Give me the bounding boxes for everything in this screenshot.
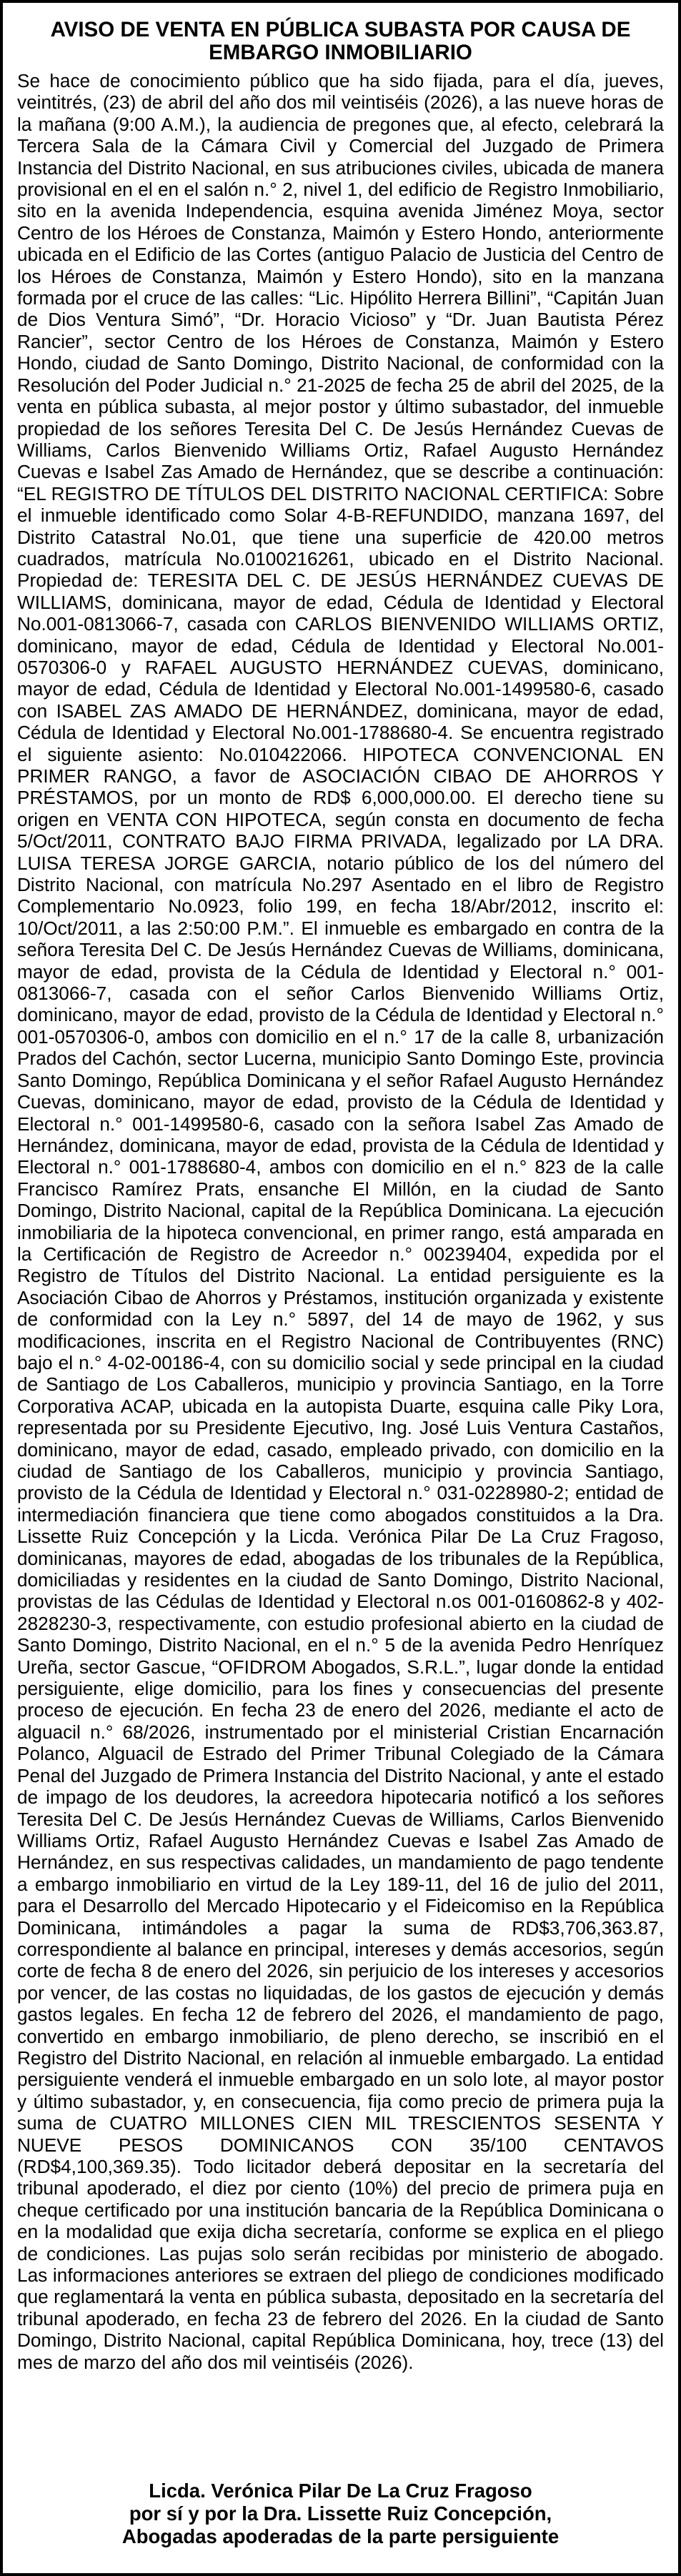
signature-block [24, 2480, 657, 2548]
signature-line-3: Abogadas apoderadas de la parte persiguiente [121, 2525, 560, 2547]
notice-title-line-1: AVISO DE VENTA EN PÚBLICA SUBASTA POR CAUSA DE [50, 18, 631, 41]
signature-line-2: por sí y por la Dra. Lissette Ruiz Concepción, [129, 2502, 552, 2525]
notice-body: Se hace de conocimiento público que ha sido fijada, para el día, jueves, veintitrés, (23) de abril del año dos mil veintiséis (2026), a las nueve horas de la mañana (9:00 A.M.), la audiencia de pregones que, al efecto, celebrará la Tercera Sala de la Cámara Civil y Comercial del Juzgado de Primera Instancia del Distrito Nacional, en sus atribuciones civiles, ubicada de manera provisional en el en el salón n.° 2, nivel 1, del edificio de Registro Inmobiliario, sito en la avenida Independencia, esquina avenida Jiménez Moya, sector Centro de los Héroes de Constanza, Maimón y Estero Hondo, anteriormente ubicada en el Edificio de las Cortes (antiguo Palacio de Justicia del Centro de los Héroes de Constanza, Maimón y Estero Hondo), sito en la manzana formada por el cruce de las calles: “Lic. Hipólito Herrera Billini”, “Capitán Juan de Dios Ventura Simó”, “Dr. Horacio Vicioso” y “Dr. Juan Bautista Pérez Rancier”, sector Centro de los Héroes de Constanza, Maimón y Estero Hondo, ciudad de Santo Domingo, Distrito Nacional, de conformidad con la Resolución del Poder Judicial n.° 21-2025 de fecha 25 de abril del 2025, de la venta en pública subasta, al mejor postor y último subastador, del inmueble propiedad de los señores Teresita Del C. De Jesús Hernández Cuevas de Williams, Carlos Bienvenido Williams Ortiz, Rafael Augusto Hernández Cuevas e Isabel Zas Amado de Hernández, que se describe a continuación: “EL REGISTRO DE TÍTULOS DEL DISTRITO NACIONAL CERTIFICA: Sobre el inmueble identificado como Solar 4-B-REFUNDIDO, manzana 1697, del Distrito Catastral No.01, que tiene una superficie de 420.00 metros cuadrados, matrícula No.0100216261, ubicado en el Distrito Nacional. Propiedad de: TERESITA DEL C. DE JESÚS HERNÁNDEZ CUEVAS DE WILLIAMS, dominicana, mayor de edad, Cédula de Identidad y Electoral No.001-0813066-7, casada con CARLOS BIENVENIDO WILLIAMS ORTIZ, dominicano, mayor de edad, Cédula de Identidad y Electoral No.001-0570306-0 y RAFAEL AUGUSTO HERNÁNDEZ CUEVAS, dominicano, mayor de edad, Cédula de Identidad y Electoral No.001-1499580-6, casado con ISABEL ZAS AMADO DE HERNÁNDEZ, dominicana, mayor de edad, Cédula de Identidad y Electoral No.001-1788680-4. Se encuentra registrado el siguiente asiento: No.010422066. HIPOTECA CONVENCIONAL EN PRIMER RANGO, a favor de ASOCIACIÓN CIBAO DE AHORROS Y PRÉSTAMOS, por un monto de RD$ 6,000,000.00. El derecho tiene su origen en VENTA CON HIPOTECA, según consta en documento de fecha 5/Oct/2011, CONTRATO BAJO FIRMA PRIVADA, legalizado por LA DRA. LUISA TERESA JORGE GARCIA, notario público de los del número del Distrito Nacional, con matrícula No.297 Asentado en el libro de Registro Complementario No.0923, folio 199, en fecha 18/Abr/2012, inscrito el: 10/Oct/2011, a las 2:50:00 P.M.”. El inmueble es embargado en contra de la señora Teresita Del C. De Jesús Hernández Cuevas de Williams, dominicana, mayor de edad, provista de la Cédula de Identidad y Electoral n.° 001-0813066-7, casada con el señor Carlos Bienvenido Williams Ortiz, dominicano, mayor de edad, provisto de la Cédula de Identidad y Electoral n.° 001-0570306-0, ambos con domicilio en el n.° 17 de la calle 8, urbanización Prados del Cachón, sector Lucerna, municipio Santo Domingo Este, provincia Santo Domingo, República Dominicana y el señor Rafael Augusto Hernández Cuevas, dominicano, mayor de edad, provisto de la Cédula de Identidad y Electoral n.° 001-1499580-6, casado con la señora Isabel Zas Amado de Hernández, dominicana, mayor de edad, provista de la Cédula de Identidad y Electoral n.° 001-1788680-4, ambos con domicilio en el n.° 823 de la calle Francisco Ramírez Prats, ensanche El Millón, en la ciudad de Santo Domingo, Distrito Nacional, capital de la República Dominicana. La ejecución inmobiliaria de la hipoteca convencional, en primer rango, está amparada en la Certificación de Registro de Acreedor n.° 00239404, expedida por el Registro de Títulos del Distrito Nacional. La entidad persiguiente es la Asociación Cibao de Ahorros y Préstamos, institución organizada y existente de conformidad con la Ley n.° 5897, del 14 de mayo de 1962, y sus modificaciones, inscrita en el Registro Nacional de Contribuyentes (RNC) bajo el n.° 4-02-00186-4, con su domicilio social y sede principal en la ciudad de Santiago de Los Caballeros, municipio y provincia Santiago, en la Torre Corporativa ACAP, ubicada en la autopista Duarte, esquina calle Piky Lora, representada por su Presidente Ejecutivo, Ing. José Luis Ventura Castaños, dominicano, mayor de edad, casado, empleado privado, con domicilio en la ciudad de Santiago de los Caballeros, municipio y provincia Santiago, provisto de la Cédula de Identidad y Electoral n.° 031-0228980-2; entidad de intermediación financiera que tiene como abogados constituidos a la Dra. Lissette Ruiz Concepción y la Licda. Verónica Pilar De La Cruz Fragoso, dominicanas, mayores de edad, abogadas de los tribunales de la República, domiciliadas y residentes en la ciudad de Santo Domingo, Distrito Nacional, provistas de las Cédulas de Identidad y Electoral n.os 001-0160862-8 y 402-2828230-3, respectivamente, con estudio profesional abierto en la ciudad de Santo Domingo, Distrito Nacional, en el n.° 5 de la avenida Pedro Henríquez Ureña, sector Gascue, “OFIDROM Abogados, S.R.L.”, lugar donde la entidad persiguiente, elige domicilio, para los fines y consecuencias del presente proceso de ejecución. En fecha 23 de enero del 2026, mediante el acto de alguacil n.° 68/2026, instrumentado por el ministerial Cristian Encarnación Polanco, Alguacil de Estrado del Primer Tribunal Colegiado de la Cámara Penal del Juzgado de Primera Instancia del Distrito Nacional, y ante el estado de impago de los deudores, la acreedora hipotecaria notificó a los señores Teresita Del C. De Jesús Hernández Cuevas de Williams, Carlos Bienvenido Williams Ortiz, Rafael Augusto Hernández Cuevas e Isabel Zas Amado de Hernández, en sus respectivas calidades, un mandamiento de pago tendente a embargo inmobiliario en virtud de la Ley 189-11, del 16 de julio del 2011, para el Desarrollo del Mercado Hipotecario y el Fideicomiso en la República Dominicana, intimándoles a pagar la suma de RD$3,706,363.87, correspondiente al balance en principal, intereses y demás accesorios, según corte de fecha 8 de enero del 2026, sin perjuicio de los intereses y accesorios por vencer, de las costas no liquidadas, de los gastos de ejecución y demás gastos legales. En fecha 12 de febrero del 2026, el mandamiento de pago, convertido en embargo inmobiliario, de pleno derecho, se inscribió en el Registro del Distrito Nacional, en relación al inmueble embargado. La entidad persiguiente venderá el inmueble embargado en un solo lote, al mayor postor y último subastador, y, en consecuencia, fija como precio de primera puja la suma de CUATRO MILLONES CIEN MIL TRESCIENTOS SESENTA Y NUEVE PESOS DOMINICANOS CON 35/100 CENTAVOS (RD$4,100,369.35). Todo licitador deberá depositar en la secretaría del tribunal apoderado, el diez por ciento (10%) del precio de primera puja en cheque certificado por una institución bancaria de la República Dominicana o en la modalidad que exija dicha secretaría, conforme se explica en el pliego de condiciones. Las pujas solo serán recibidas por ministerio de abogado. Las informaciones anteriores se extraen del pliego de condiciones modificado que reglamentará la venta en pública subasta, depositado en la secretaría del tribunal apoderado, en fecha 23 de febrero del 2026. En la ciudad de Santo Domingo, Distrito Nacional, capital República Dominicana, hoy, trece (13) del mes de marzo del año dos mil veintiséis (2026). [17, 70, 664, 2373]
notice-title [24, 19, 657, 64]
signature-line-1: Licda. Verónica Pilar De La Cruz Fragoso [149, 2480, 532, 2502]
notice-title-line-2: EMBARGO INMOBILIARIO [209, 41, 472, 64]
